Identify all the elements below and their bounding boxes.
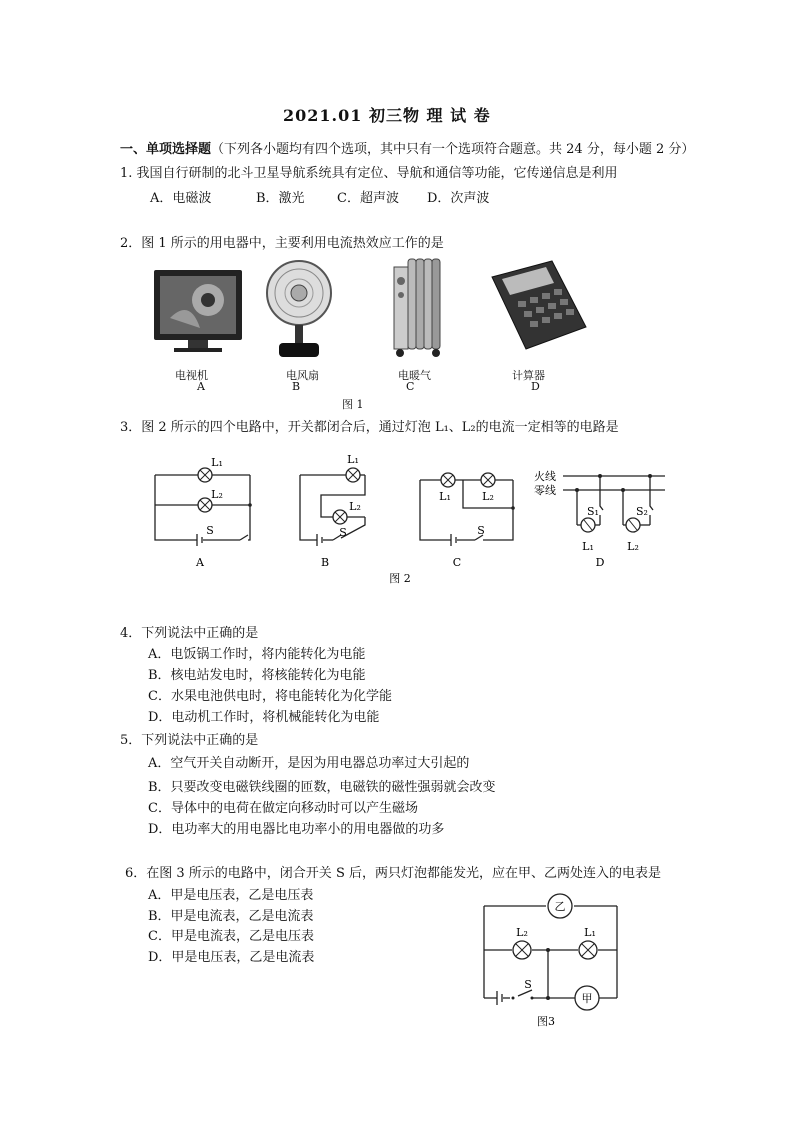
question-6-option-a: A．甲是电压表，乙是电压表 [148, 888, 314, 903]
question-5-option-c: C．导体中的电荷在做定向移动时可以产生磁场 [148, 801, 418, 816]
fan-image [265, 255, 335, 363]
calculator-image [488, 257, 588, 357]
question-6-option-b: B．甲是电流表，乙是电流表 [148, 909, 314, 924]
fig2b-l1-label: L₁ [347, 453, 359, 466]
fig1-label-a-name: 电视机 [175, 369, 208, 382]
question-1-option-b: B．激光 [256, 191, 305, 206]
question-4-option-b: B．核电站发电时，将核能转化为电能 [148, 668, 366, 683]
figure-2-circuits [145, 450, 675, 585]
fig1-label-b-name: 电风扇 [286, 369, 319, 382]
question-1-option-c: C．超声波 [337, 191, 399, 206]
question-3-stem: 3．图 2 所示的四个电路中，开关都闭合后，通过灯泡 L₁、L₂的电流一定相等的电路是 [120, 420, 619, 435]
fig2d-l1-label: L₁ [582, 540, 594, 553]
fig2d-neutral-label: 零线 [534, 484, 556, 497]
fig3-l2-label: L₂ [516, 926, 528, 939]
figure-2-caption: 图 2 [389, 572, 411, 585]
fig2-label-a: A [196, 556, 204, 569]
question-4-option-d: D．电动机工作时，将机械能转化为电能 [148, 710, 380, 725]
question-2-stem: 2．图 1 所示的用电器中，主要利用电流热效应工作的是 [120, 236, 444, 251]
fig3-s-label: S [524, 978, 532, 991]
fig1-label-c-letter: C [406, 380, 415, 393]
tv-image [150, 258, 250, 358]
fig2c-l1-label: L₁ [439, 490, 451, 503]
fig3-l1-label: L₁ [584, 926, 596, 939]
question-4-stem: 4．下列说法中正确的是 [120, 626, 259, 641]
question-5-option-a: A．空气开关自动断开，是因为用电器总功率过大引起的 [148, 756, 470, 771]
fig1-label-c-name: 电暖气 [398, 369, 431, 382]
fig2-label-c: C [452, 556, 462, 569]
fig3-yi-label: 乙 [554, 900, 566, 913]
fig3-jia-label: 甲 [581, 992, 593, 1005]
fig1-label-b-letter: B [292, 380, 301, 393]
question-6-option-d: D．甲是电压表，乙是电流表 [148, 950, 315, 965]
question-6-stem: 6．在图 3 所示的电路中，闭合开关 S 后，两只灯泡都能发光，应在甲、乙两处连入的电表是 [125, 866, 661, 881]
question-1-option-d: D．次声波 [427, 191, 490, 206]
fig2a-l2-label: L₂ [211, 488, 223, 501]
figure-3-circuit [480, 890, 630, 1030]
fig2d-live-label: 火线 [534, 470, 556, 483]
question-5-option-d: D．电功率大的用电器比电功率小的用电器做的功多 [148, 822, 445, 837]
fig2a-s-label: S [206, 524, 214, 537]
fig1-label-d-name: 计算器 [512, 369, 545, 382]
question-1-stem: 1. 我国自行研制的北斗卫星导航系统具有定位、导航和通信等功能，它传递信息是利用 [120, 166, 618, 181]
fig1-label-d-letter: D [531, 380, 540, 393]
fig2-label-d: D [595, 556, 605, 569]
section-heading-label: 一、单项选择题 [120, 142, 212, 157]
figure-3-caption: 图3 [537, 1015, 555, 1028]
question-5-stem: 5．下列说法中正确的是 [120, 733, 259, 748]
fig2d-s1-label: S₁ [587, 505, 599, 518]
page-title: 2021.01 初三物 理 试 卷 [283, 106, 491, 125]
fig2d-l2-label: L₂ [627, 540, 639, 553]
fig1-label-a-letter: A [197, 380, 205, 393]
section-heading [120, 138, 694, 157]
figure-1-caption: 图 1 [342, 398, 364, 411]
question-1-option-a: A．电磁波 [150, 191, 212, 206]
question-6-option-c: C．甲是电流表，乙是电压表 [148, 929, 314, 944]
section-heading-note: （下列各小题均有四个选项，其中只有一个选项符合题意。共 24 分，每小题 2 分） [211, 142, 695, 157]
question-4-option-a: A．电饭锅工作时，将内能转化为电能 [148, 647, 366, 662]
question-4-option-c: C．水果电池供电时，将电能转化为化学能 [148, 689, 392, 704]
heater-image [390, 253, 450, 363]
fig2b-s-label: S [339, 526, 347, 539]
fig2-label-b: B [320, 556, 330, 569]
fig2d-s2-label: S₂ [636, 505, 648, 518]
question-5-option-b: B．只要改变电磁铁线圈的匝数，电磁铁的磁性强弱就会改变 [148, 780, 496, 795]
fig2a-l1-label: L₁ [211, 456, 223, 469]
fig2c-l2-label: L₂ [482, 490, 494, 503]
fig2c-s-label: S [477, 524, 485, 537]
fig2b-l2-label: L₂ [349, 500, 361, 513]
